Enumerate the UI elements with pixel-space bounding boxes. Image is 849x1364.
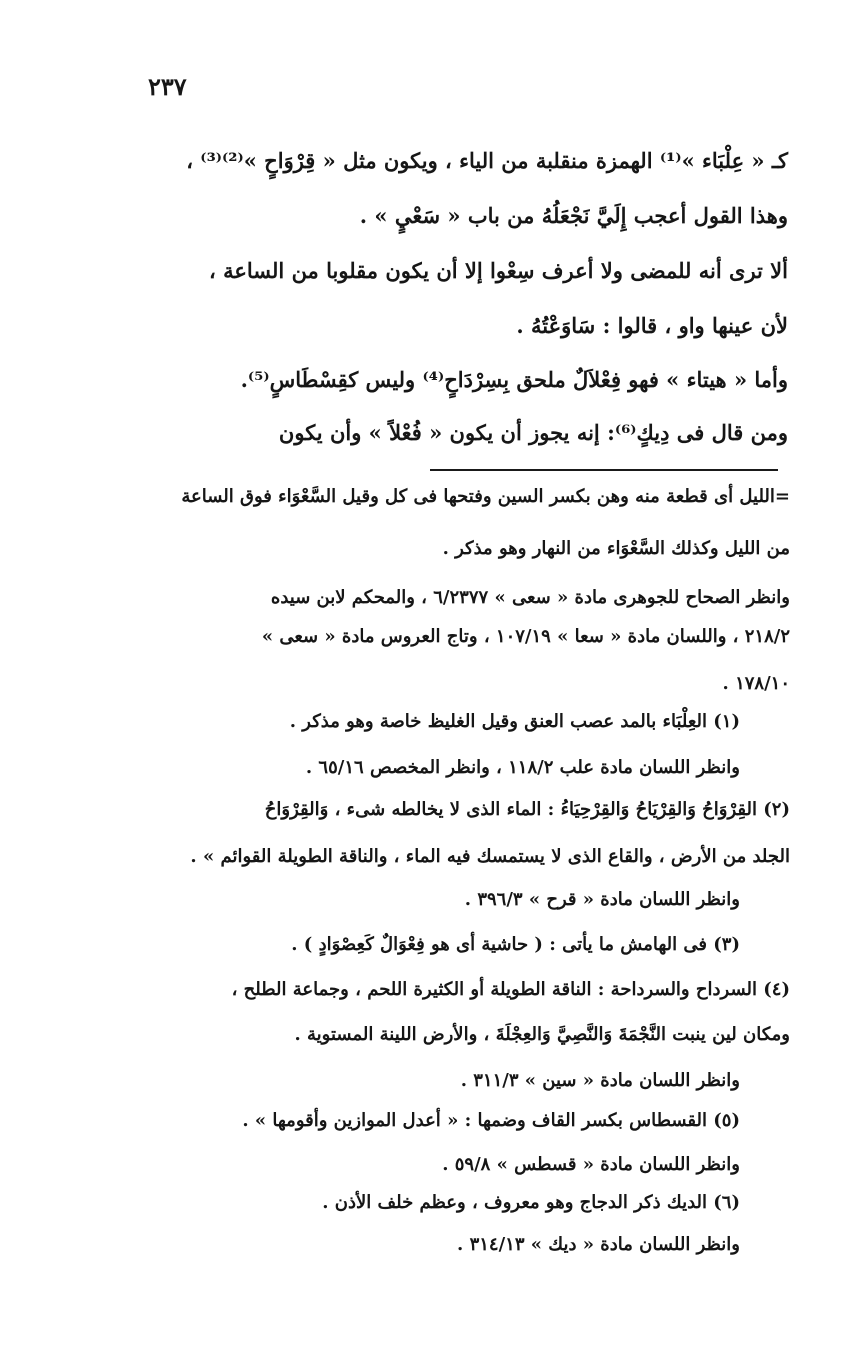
footnote-line-8: (٢) القِرْوَاحُ وَالقِرْيَاحُ وَالقِرْحِيَاءُ : الماء الذى لا يخالطه شىء ، وَالقِرْوَاحُ xyxy=(264,799,790,820)
footnote-separator xyxy=(430,469,778,471)
footnote-line-4: ٢١٨/٢ ، واللسان مادة « سعا » ١٠٧/١٩ ، وتاج العروس مادة « سعى » xyxy=(261,626,790,647)
footnote-line-12: (٤) السرداح والسرداحة : الناقة الطويلة أو الكثيرة اللحم ، وجماعة الطلح ، xyxy=(231,979,790,1000)
footnote-line-9: الجلد من الأرض ، والقاع الذى لا يستمسك فيه الماء ، والناقة الطويلة القوائم » . xyxy=(190,846,790,867)
footnote-line-2: من الليل وكذلك السَّعْوَاء من النهار وهو مذكر . xyxy=(442,538,790,559)
main-text-line-6: ومن قال فى دِيكٍ⁽⁶⁾: إنه يجوز أن يكون « فُعْلاً » وأن يكون xyxy=(278,420,788,445)
footnote-line-16: وانظر اللسان مادة « قسطس » ٥٩/٨ . xyxy=(442,1154,740,1175)
main-text-line-1: كـ « عِلْبَاء »⁽¹⁾ الهمزة منقلبة من الياء ، ويكون مثل « قِرْوَاحٍ »⁽²⁾⁽³⁾ ، xyxy=(186,148,788,173)
footnote-line-15: (٥) القسطاس بكسر القاف وضمها : « أعدل الموازين وأقومها » . xyxy=(242,1110,740,1131)
main-text-line-5: وأما « هيتاء » فهو فِعْلاَلٌ ملحق بِسِرْدَاحٍ⁽⁴⁾ وليس كقِسْطَاسٍ⁽⁵⁾. xyxy=(240,367,788,392)
footnote-line-13: ومكان لين ينبت النَّجْمَةَ وَالنَّصِيَّ وَالعِجْلَةَ ، والأرض اللينة المستوية . xyxy=(294,1024,790,1045)
main-text-line-2: وهذا القول أعجب إِلَيَّ نَجْعَلُهُ من باب « سَعْيٍ » . xyxy=(359,203,788,228)
footnote-line-11: (٣) فى الهامش ما يأتى : ( حاشية أى هو فِعْوَالٌ كَعِصْوَادٍ ) . xyxy=(291,934,740,955)
footnote-line-5: ١٧٨/١٠ . xyxy=(722,673,790,694)
footnote-line-1: =الليل أى قطعة منه وهن بكسر السين وفتحها فى كل وقيل السَّعْوَاء فوق الساعة xyxy=(181,486,790,507)
footnote-line-3: وانظر الصحاح للجوهرى مادة « سعى » ٦/٢٣٧٧ ، والمحكم لابن سيده xyxy=(270,587,790,608)
footnote-line-10: وانظر اللسان مادة « قرح » ٣٩٦/٣ . xyxy=(464,889,740,910)
footnote-line-18: وانظر اللسان مادة « ديك » ٣١٤/١٣ . xyxy=(457,1234,740,1255)
main-text-line-4: لأن عينها واو ، قالوا : سَاوَعْتُهُ . xyxy=(516,313,788,338)
footnote-line-7: وانظر اللسان مادة علب ١١٨/٢ ، وانظر المخصص ٦٥/١٦ . xyxy=(305,757,740,778)
footnote-line-17: (٦) الديك ذكر الدجاج وهو معروف ، وعظم خلف الأذن . xyxy=(322,1192,740,1213)
footnote-line-6: (١) العِلْبَاء بالمد عصب العنق وقيل الغليظ خاصة وهو مذكر . xyxy=(289,711,740,732)
page-number: ٢٣٧ xyxy=(148,72,187,101)
footnote-line-14: وانظر اللسان مادة « سين » ٣١١/٣ . xyxy=(460,1070,740,1091)
main-text-line-3: ألا ترى أنه للمضى ولا أعرف سِعْوا إلا أن يكون مقلوبا من الساعة ، xyxy=(209,258,788,283)
